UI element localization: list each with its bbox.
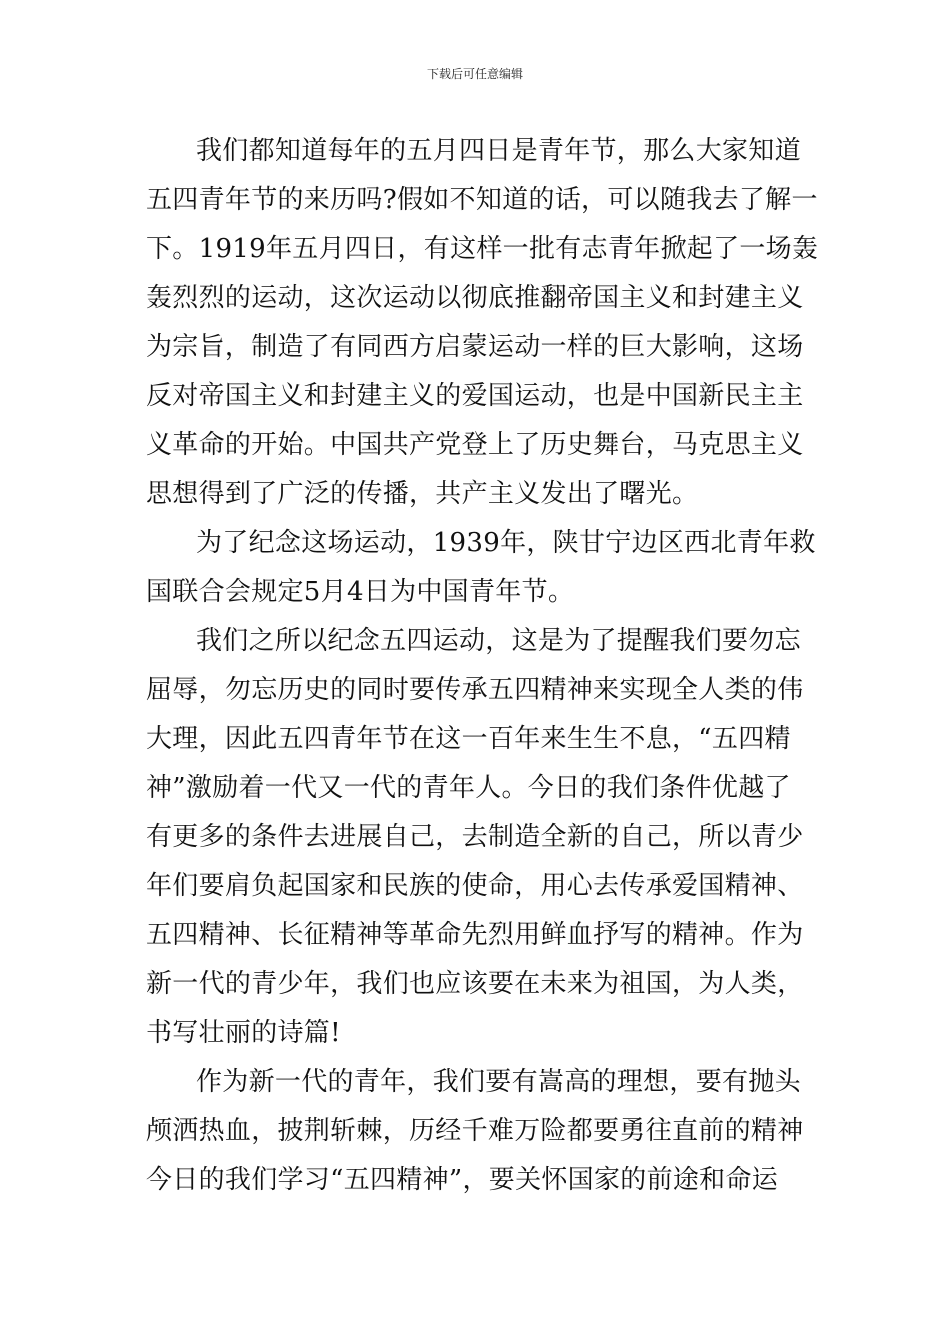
paragraph-3 (146, 617, 806, 1058)
text-line: 反对帝国主义和封建主义的爱国运动，也是中国新民主主 (146, 381, 804, 411)
download-note-header: 下载后可任意编辑 (426, 67, 523, 81)
text-line: 义革命的开始。中国共产党登上了历史舞台，马克思主义 (146, 430, 804, 460)
text-line: 为宗旨，制造了有同西方启蒙运动一样的巨大影响，这场 (146, 332, 804, 362)
text-line: 我们之所以纪念五四运动，这是为了提醒我们要勿忘 (196, 626, 801, 656)
text-line: 五四青年节的来历吗?假如不知道的话，可以随我去了解一 (146, 185, 818, 215)
text-line: 作为新一代的青年，我们要有嵩高的理想，要有抛头 (196, 1067, 801, 1097)
text-line: 下。1919年五月四日，有这样一批有志青年掀起了一场轰 (146, 234, 819, 264)
text-line: 有更多的条件去进展自己，去制造全新的自己，所以青少 (146, 822, 804, 852)
text-line: 神”激励着一代又一代的青年人。今日的我们条件优越了 (146, 773, 791, 803)
text-line: 今日的我们学习“五四精神”，要关怀国家的前途和命运 (146, 1165, 779, 1195)
text-line: 书写壮丽的诗篇! (146, 1018, 341, 1048)
text-line: 年们要肩负起国家和民族的使命，用心去传承爱国精神、 (146, 871, 804, 901)
text-line: 大理，因此五四青年节在这一百年来生生不息，“五四精 (146, 724, 791, 754)
text-line: 新一代的青少年，我们也应该要在未来为祖国，为人类， (146, 969, 804, 999)
document-body (146, 127, 819, 1205)
paragraph-2 (146, 519, 816, 617)
text-line: 五四精神、长征精神等革命先烈用鲜血抒写的精神。作为 (146, 920, 804, 950)
paragraph-1 (146, 127, 819, 519)
paragraph-4 (146, 1058, 806, 1205)
text-line: 为了纪念这场运动，1939年，陕甘宁边区西北青年救 (196, 528, 816, 558)
text-line: 轰烈烈的运动，这次运动以彻底推翻帝国主义和封建主义 (146, 283, 804, 313)
text-line: 屈辱，勿忘历史的同时要传承五四精神来实现全人类的伟 (146, 675, 804, 705)
text-line: 我们都知道每年的五月四日是青年节，那么大家知道 (196, 136, 801, 166)
text-line: 颅洒热血，披荆斩棘，历经千难万险都要勇往直前的精神 (146, 1116, 804, 1146)
text-line: 思想得到了广泛的传播，共产主义发出了曙光。 (146, 479, 699, 509)
text-line: 国联合会规定5月4日为中国青年节。 (146, 577, 575, 607)
